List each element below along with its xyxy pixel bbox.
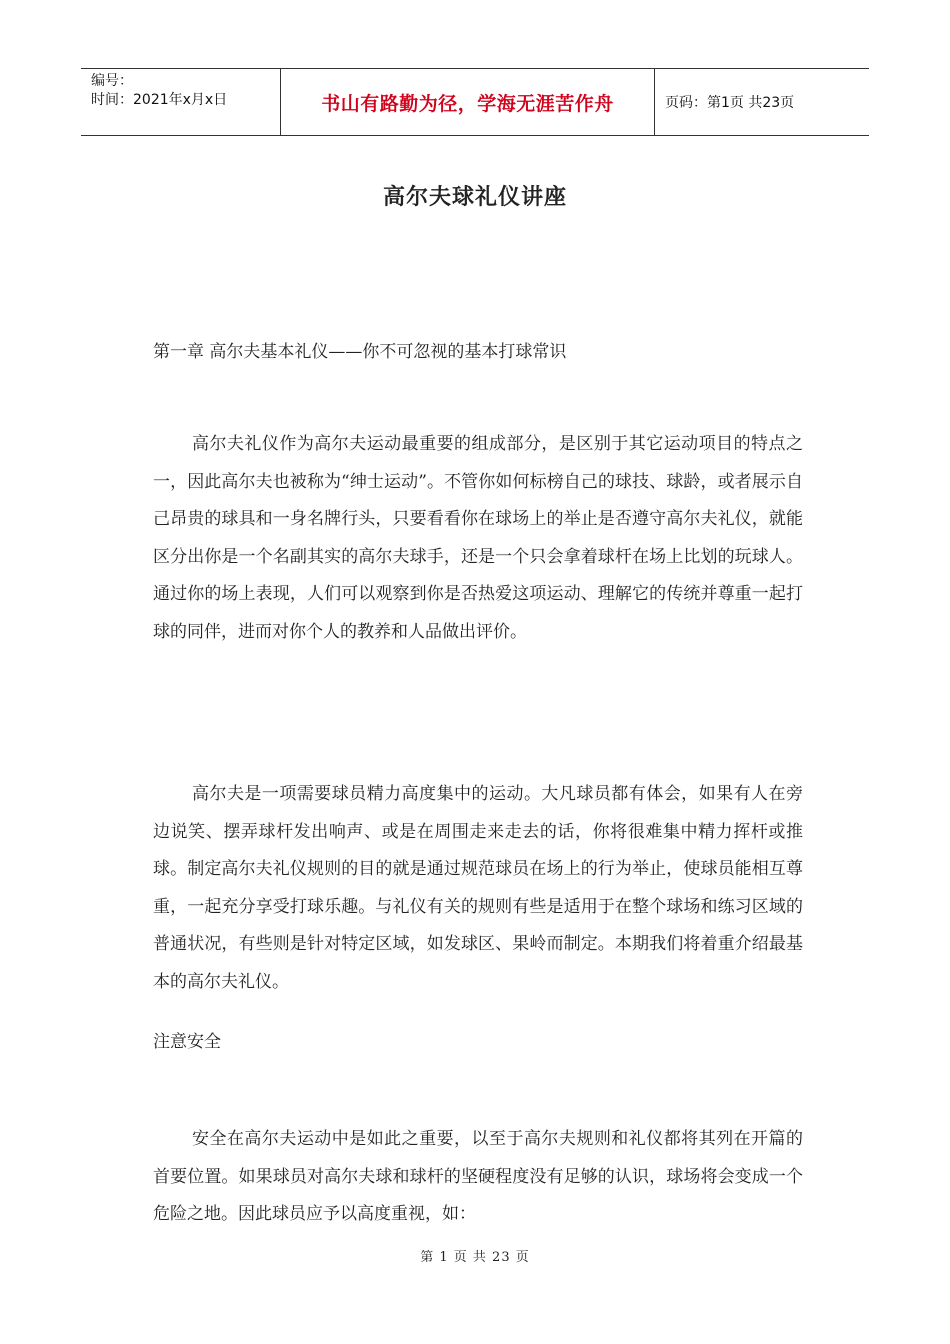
chapter-heading: 第一章 高尔夫基本礼仪——你不可忽视的基本打球常识 [153, 342, 567, 362]
document-date: 时间：2021年x月x日 [91, 92, 228, 108]
header-motto: 书山有路勤为径，学海无涯苦作舟 [281, 69, 655, 135]
document-number-label: 编号： [91, 73, 133, 89]
paragraph-3: 安全在高尔夫运动中是如此之重要，以至于高尔夫规则和礼仪都将其列在开篇的首要位置。如果球员对高尔夫球和球杆的坚硬程度没有足够的认识，球场将会变成一个危险之地。因此球员应予以高度重视，如： [153, 1129, 803, 1224]
header-page-info: 页码：第1页 共23页 [665, 95, 795, 111]
page-footer: 第 1 页 共 23 页 [420, 1250, 530, 1265]
document-header [81, 68, 869, 136]
header-meta-cell [81, 69, 281, 135]
document-title: 高尔夫球礼仪讲座 [382, 185, 567, 210]
paragraph-2: 高尔夫是一项需要球员精力高度集中的运动。大凡球员都有体会，如果有人在旁边说笑、摆弄球杆发出响声、或是在周围走来走去的话，你将很难集中精力挥杆或推球。制定高尔夫礼仪规则的目的就是通过规范球员在场上的行为举止，使球员能相互尊重，一起充分享受打球乐趣。与礼仪有关的规则有些是适用于在整个球场和练习区域的普通状况，有些则是针对特定区域，如发球区、果岭而制定。本期我们将着重介绍最基本的高尔夫礼仪。 [153, 784, 803, 992]
section-heading: 注意安全 [153, 1032, 221, 1052]
paragraph-1: 高尔夫礼仪作为高尔夫运动最重要的组成部分，是区别于其它运动项目的特点之一，因此高尔夫也被称为“绅士运动”。不管你如何标榜自己的球技、球龄，或者展示自己昂贵的球具和一身名牌行头，只要看看你在球场上的举止是否遵守高尔夫礼仪，就能区分出你是一个名副其实的高尔夫球手，还是一个只会拿着球杆在场上比划的玩球人。通过你的场上表现，人们可以观察到你是否热爱这项运动、理解它的传统并尊重一起打球的同伴，进而对你个人的教养和人品做出评价。 [153, 434, 803, 642]
